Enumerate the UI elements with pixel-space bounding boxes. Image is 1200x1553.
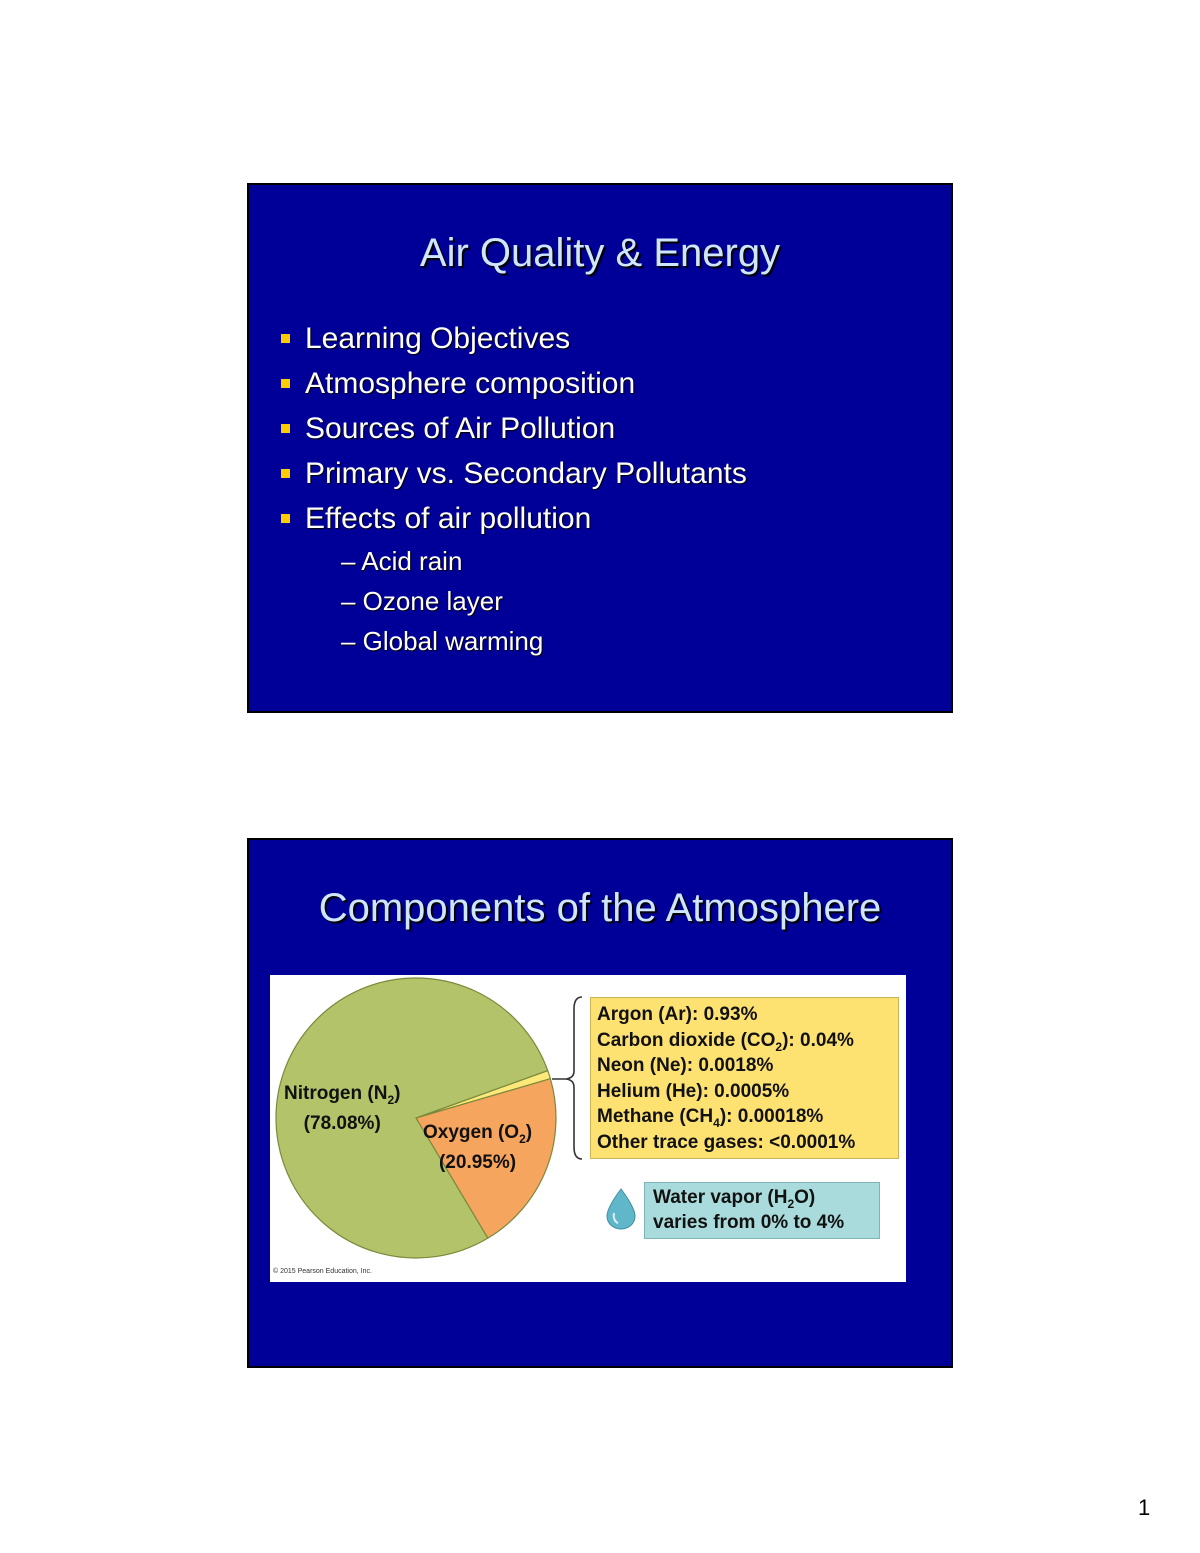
bracket-icon <box>552 997 582 1159</box>
page-number: 1 <box>1138 1495 1151 1520</box>
bullet-item: Learning Objectives <box>279 321 747 366</box>
sub-bullet-item: – Ozone layer <box>341 586 503 616</box>
co2-line: Carbon dioxide $(CO_2)$: 0.04% <box>597 1029 854 1054</box>
bullet-item: Primary vs. Secondary Pollutants <box>279 456 747 501</box>
methane-line: Methane $(CH_4)$: 0.00018% <box>597 1106 824 1130</box>
bullet-marker-icon <box>281 469 290 478</box>
sub-bullet-item: – Global warming <box>341 626 544 656</box>
bullet-marker-icon <box>281 424 290 433</box>
water-vapor-line: Water vapor $(H_2O)$ <box>653 1187 816 1211</box>
slide-atmosphere-components <box>247 838 953 1368</box>
bullet-item: Atmosphere composition <box>279 366 747 411</box>
oxygen-label: Oxygen $(O_2)$ (20.95%) <box>423 1122 533 1173</box>
slide-title: Components of the Atmosphere <box>318 886 882 930</box>
copyright-text: © 2015 Pearson Education, Inc. <box>273 1268 372 1275</box>
bullet-marker-icon <box>281 334 290 343</box>
slide-title: Air Quality & Energy <box>419 231 781 275</box>
water-vapor-box <box>644 1182 880 1239</box>
water-vapor-range: varies from 0% to 4% <box>653 1212 845 1233</box>
water-drop-icon <box>607 1189 635 1229</box>
atmosphere-figure <box>270 975 906 1282</box>
bullet-marker-icon <box>281 379 290 388</box>
argon-line: Argon (Ar): 0.93% <box>597 1004 758 1025</box>
neon-line: Neon (Ne): 0.0018% <box>597 1055 774 1076</box>
sub-bullet-item: – Acid rain <box>341 546 463 576</box>
nitrogen-label: Nitrogen $(N_2)$ (78.08%) <box>284 1083 401 1134</box>
trace-gases-box <box>590 997 899 1159</box>
bullet-item: Effects of air pollution <box>279 501 747 546</box>
bullet-item: Sources of Air Pollution <box>279 411 747 456</box>
other-gases-line: Other trace gases: <0.0001% <box>597 1131 856 1153</box>
bullet-list <box>279 321 747 664</box>
slide-air-quality <box>247 183 953 713</box>
bullet-marker-icon <box>281 514 290 523</box>
helium-line: Helium (He): 0.0005% <box>597 1080 790 1102</box>
